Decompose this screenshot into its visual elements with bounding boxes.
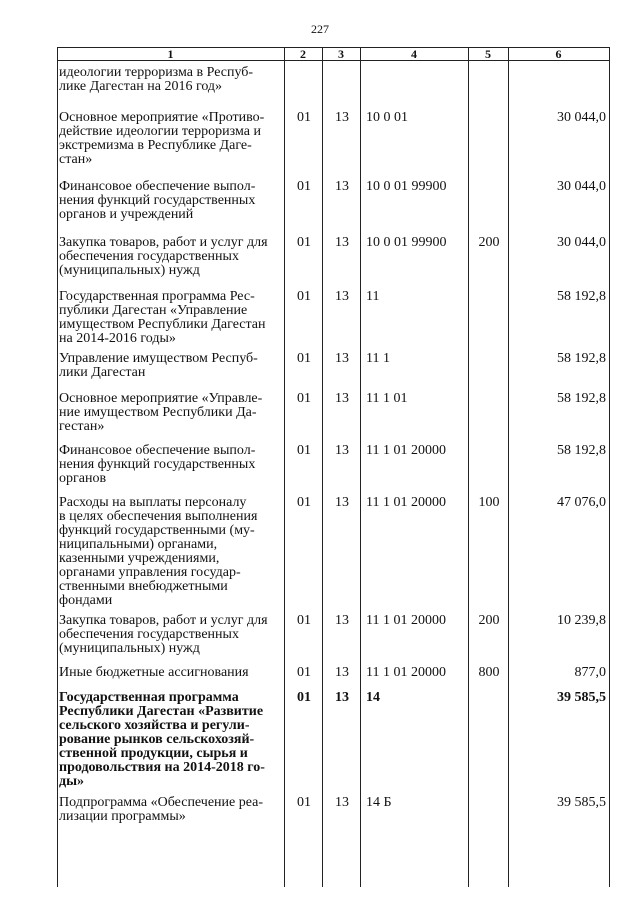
- description-line: казенными учреждениями,: [59, 551, 220, 566]
- description-line: Основное мероприятие «Управле-: [59, 391, 263, 406]
- description-line: нения функций государственных: [59, 457, 256, 472]
- description-line: (муниципальных) нужд: [59, 263, 200, 278]
- description-line: гестан»: [59, 419, 105, 434]
- section-code: 01: [297, 613, 311, 628]
- description-line: сельского хозяйства и регули-: [59, 718, 250, 733]
- row-description: [59, 352, 284, 380]
- subsection-code: 13: [335, 690, 349, 705]
- description-line: ние имуществом Республики Да-: [59, 405, 257, 420]
- section-code: 01: [297, 795, 311, 810]
- description-line: рование рынков сельскохозяй-: [59, 732, 255, 747]
- subsection-code: 13: [335, 235, 349, 250]
- column-header: 2: [300, 47, 306, 61]
- description-line: Управление имуществом Респуб-: [59, 351, 258, 366]
- row-description: [59, 180, 284, 222]
- table-right-border: [609, 47, 610, 887]
- target-article-code: 11: [366, 289, 380, 304]
- section-code: 01: [297, 443, 311, 458]
- column-divider: [360, 47, 361, 887]
- section-code: 01: [297, 235, 311, 250]
- description-line: Финансовое обеспечение выпол-: [59, 179, 256, 194]
- subsection-code: 13: [335, 613, 349, 628]
- target-article-code: 11 1 01 20000: [366, 443, 446, 458]
- amount: 30 044,0: [557, 235, 606, 250]
- description-line: ниципальными) органами,: [59, 537, 218, 552]
- description-line: функций государственными (му-: [59, 523, 255, 538]
- description-line: обеспечения государственных: [59, 627, 239, 642]
- description-line: Расходы на выплаты персоналу: [59, 495, 247, 510]
- section-code: 01: [297, 110, 311, 125]
- target-article-code: 14: [366, 690, 380, 705]
- description-line: идеологии терроризма в Респуб-: [59, 65, 254, 80]
- target-article-code: 11 1 01 20000: [366, 495, 446, 510]
- expense-type-code: 200: [478, 613, 500, 628]
- row-description: [59, 444, 284, 486]
- description-line: органов: [59, 471, 107, 486]
- description-line: лике Дагестан на 2016 год»: [59, 79, 223, 94]
- target-article-code: 10 0 01: [366, 110, 408, 125]
- amount: 58 192,8: [557, 289, 606, 304]
- target-article-code: 11 1 01 20000: [366, 613, 446, 628]
- description-line: ды»: [59, 774, 85, 789]
- row-description: [59, 66, 284, 94]
- amount: 30 044,0: [557, 179, 606, 194]
- description-line: лики Дагестан: [59, 365, 146, 380]
- target-article-code: 10 0 01 99900: [366, 235, 447, 250]
- subsection-code: 13: [335, 795, 349, 810]
- amount: 58 192,8: [557, 351, 606, 366]
- amount: 58 192,8: [557, 443, 606, 458]
- description-line: ственными внебюджетными: [59, 579, 228, 594]
- description-line: Государственная программа: [59, 690, 239, 705]
- amount: 47 076,0: [557, 495, 606, 510]
- description-line: фондами: [59, 593, 113, 608]
- target-article-code: 10 0 01 99900: [366, 179, 447, 194]
- column-divider: [508, 47, 509, 887]
- row-description: [59, 290, 284, 346]
- row-description: [59, 614, 284, 656]
- description-line: на 2014-2016 годы»: [59, 331, 176, 346]
- column-header: 3: [338, 47, 344, 61]
- row-description: [59, 796, 284, 824]
- column-divider: [284, 47, 285, 887]
- description-line: имуществом Республики Дагестан: [59, 317, 266, 332]
- description-line: действие идеологии терроризма и: [59, 124, 261, 139]
- description-line: Государственная программа Рес-: [59, 289, 255, 304]
- amount: 877,0: [574, 665, 606, 680]
- subsection-code: 13: [335, 391, 349, 406]
- description-line: стан»: [59, 152, 93, 167]
- target-article-code: 11 1 01: [366, 391, 408, 406]
- description-line: Основное мероприятие «Противо-: [59, 110, 265, 125]
- column-header: 5: [485, 47, 491, 61]
- section-code: 01: [297, 289, 311, 304]
- row-description: [59, 666, 284, 680]
- description-line: Иные бюджетные ассигнования: [59, 665, 249, 680]
- subsection-code: 13: [335, 110, 349, 125]
- target-article-code: 14 Б: [366, 795, 392, 810]
- row-description: [59, 392, 284, 434]
- description-line: публики Дагестан «Управление: [59, 303, 248, 318]
- section-code: 01: [297, 690, 311, 705]
- row-description: [59, 236, 284, 278]
- expense-type-code: 800: [478, 665, 500, 680]
- description-line: органами управления государ-: [59, 565, 241, 580]
- amount: 58 192,8: [557, 391, 606, 406]
- row-description: [59, 496, 284, 608]
- description-line: Финансовое обеспечение выпол-: [59, 443, 256, 458]
- amount: 39 585,5: [557, 690, 606, 705]
- subsection-code: 13: [335, 351, 349, 366]
- row-description: [59, 111, 284, 167]
- description-line: нения функций государственных: [59, 193, 256, 208]
- target-article-code: 11 1 01 20000: [366, 665, 446, 680]
- amount: 30 044,0: [557, 110, 606, 125]
- description-line: продовольствия на 2014-2018 го-: [59, 760, 265, 775]
- target-article-code: 11 1: [366, 351, 390, 366]
- expense-type-code: 100: [478, 495, 500, 510]
- subsection-code: 13: [335, 665, 349, 680]
- subsection-code: 13: [335, 179, 349, 194]
- section-code: 01: [297, 665, 311, 680]
- row-description: [59, 691, 284, 789]
- description-line: обеспечения государственных: [59, 249, 239, 264]
- description-line: органов и учреждений: [59, 207, 194, 222]
- amount: 39 585,5: [557, 795, 606, 810]
- description-line: Закупка товаров, работ и услуг для: [59, 235, 268, 250]
- subsection-code: 13: [335, 443, 349, 458]
- description-line: Закупка товаров, работ и услуг для: [59, 613, 268, 628]
- description-line: в целях обеспечения выполнения: [59, 509, 258, 524]
- subsection-code: 13: [335, 495, 349, 510]
- section-code: 01: [297, 391, 311, 406]
- description-line: Республики Дагестан «Развитие: [59, 704, 264, 719]
- description-line: Подпрограмма «Обеспечение реа-: [59, 795, 264, 810]
- section-code: 01: [297, 495, 311, 510]
- subsection-code: 13: [335, 289, 349, 304]
- column-header: 1: [167, 47, 174, 61]
- page-number: 227: [311, 22, 329, 36]
- column-divider: [322, 47, 323, 887]
- description-line: (муниципальных) нужд: [59, 641, 200, 656]
- column-header: 4: [411, 47, 417, 61]
- table-left-border: [57, 47, 58, 887]
- section-code: 01: [297, 351, 311, 366]
- amount: 10 239,8: [557, 613, 606, 628]
- header-bottom-border: [57, 60, 609, 61]
- description-line: экстремизма в Республике Даге-: [59, 138, 252, 153]
- description-line: лизации программы»: [59, 809, 186, 824]
- column-divider: [468, 47, 469, 887]
- section-code: 01: [297, 179, 311, 194]
- description-line: ственной продукции, сырья и: [59, 746, 248, 761]
- expense-type-code: 200: [478, 235, 500, 250]
- column-header: 6: [555, 47, 562, 61]
